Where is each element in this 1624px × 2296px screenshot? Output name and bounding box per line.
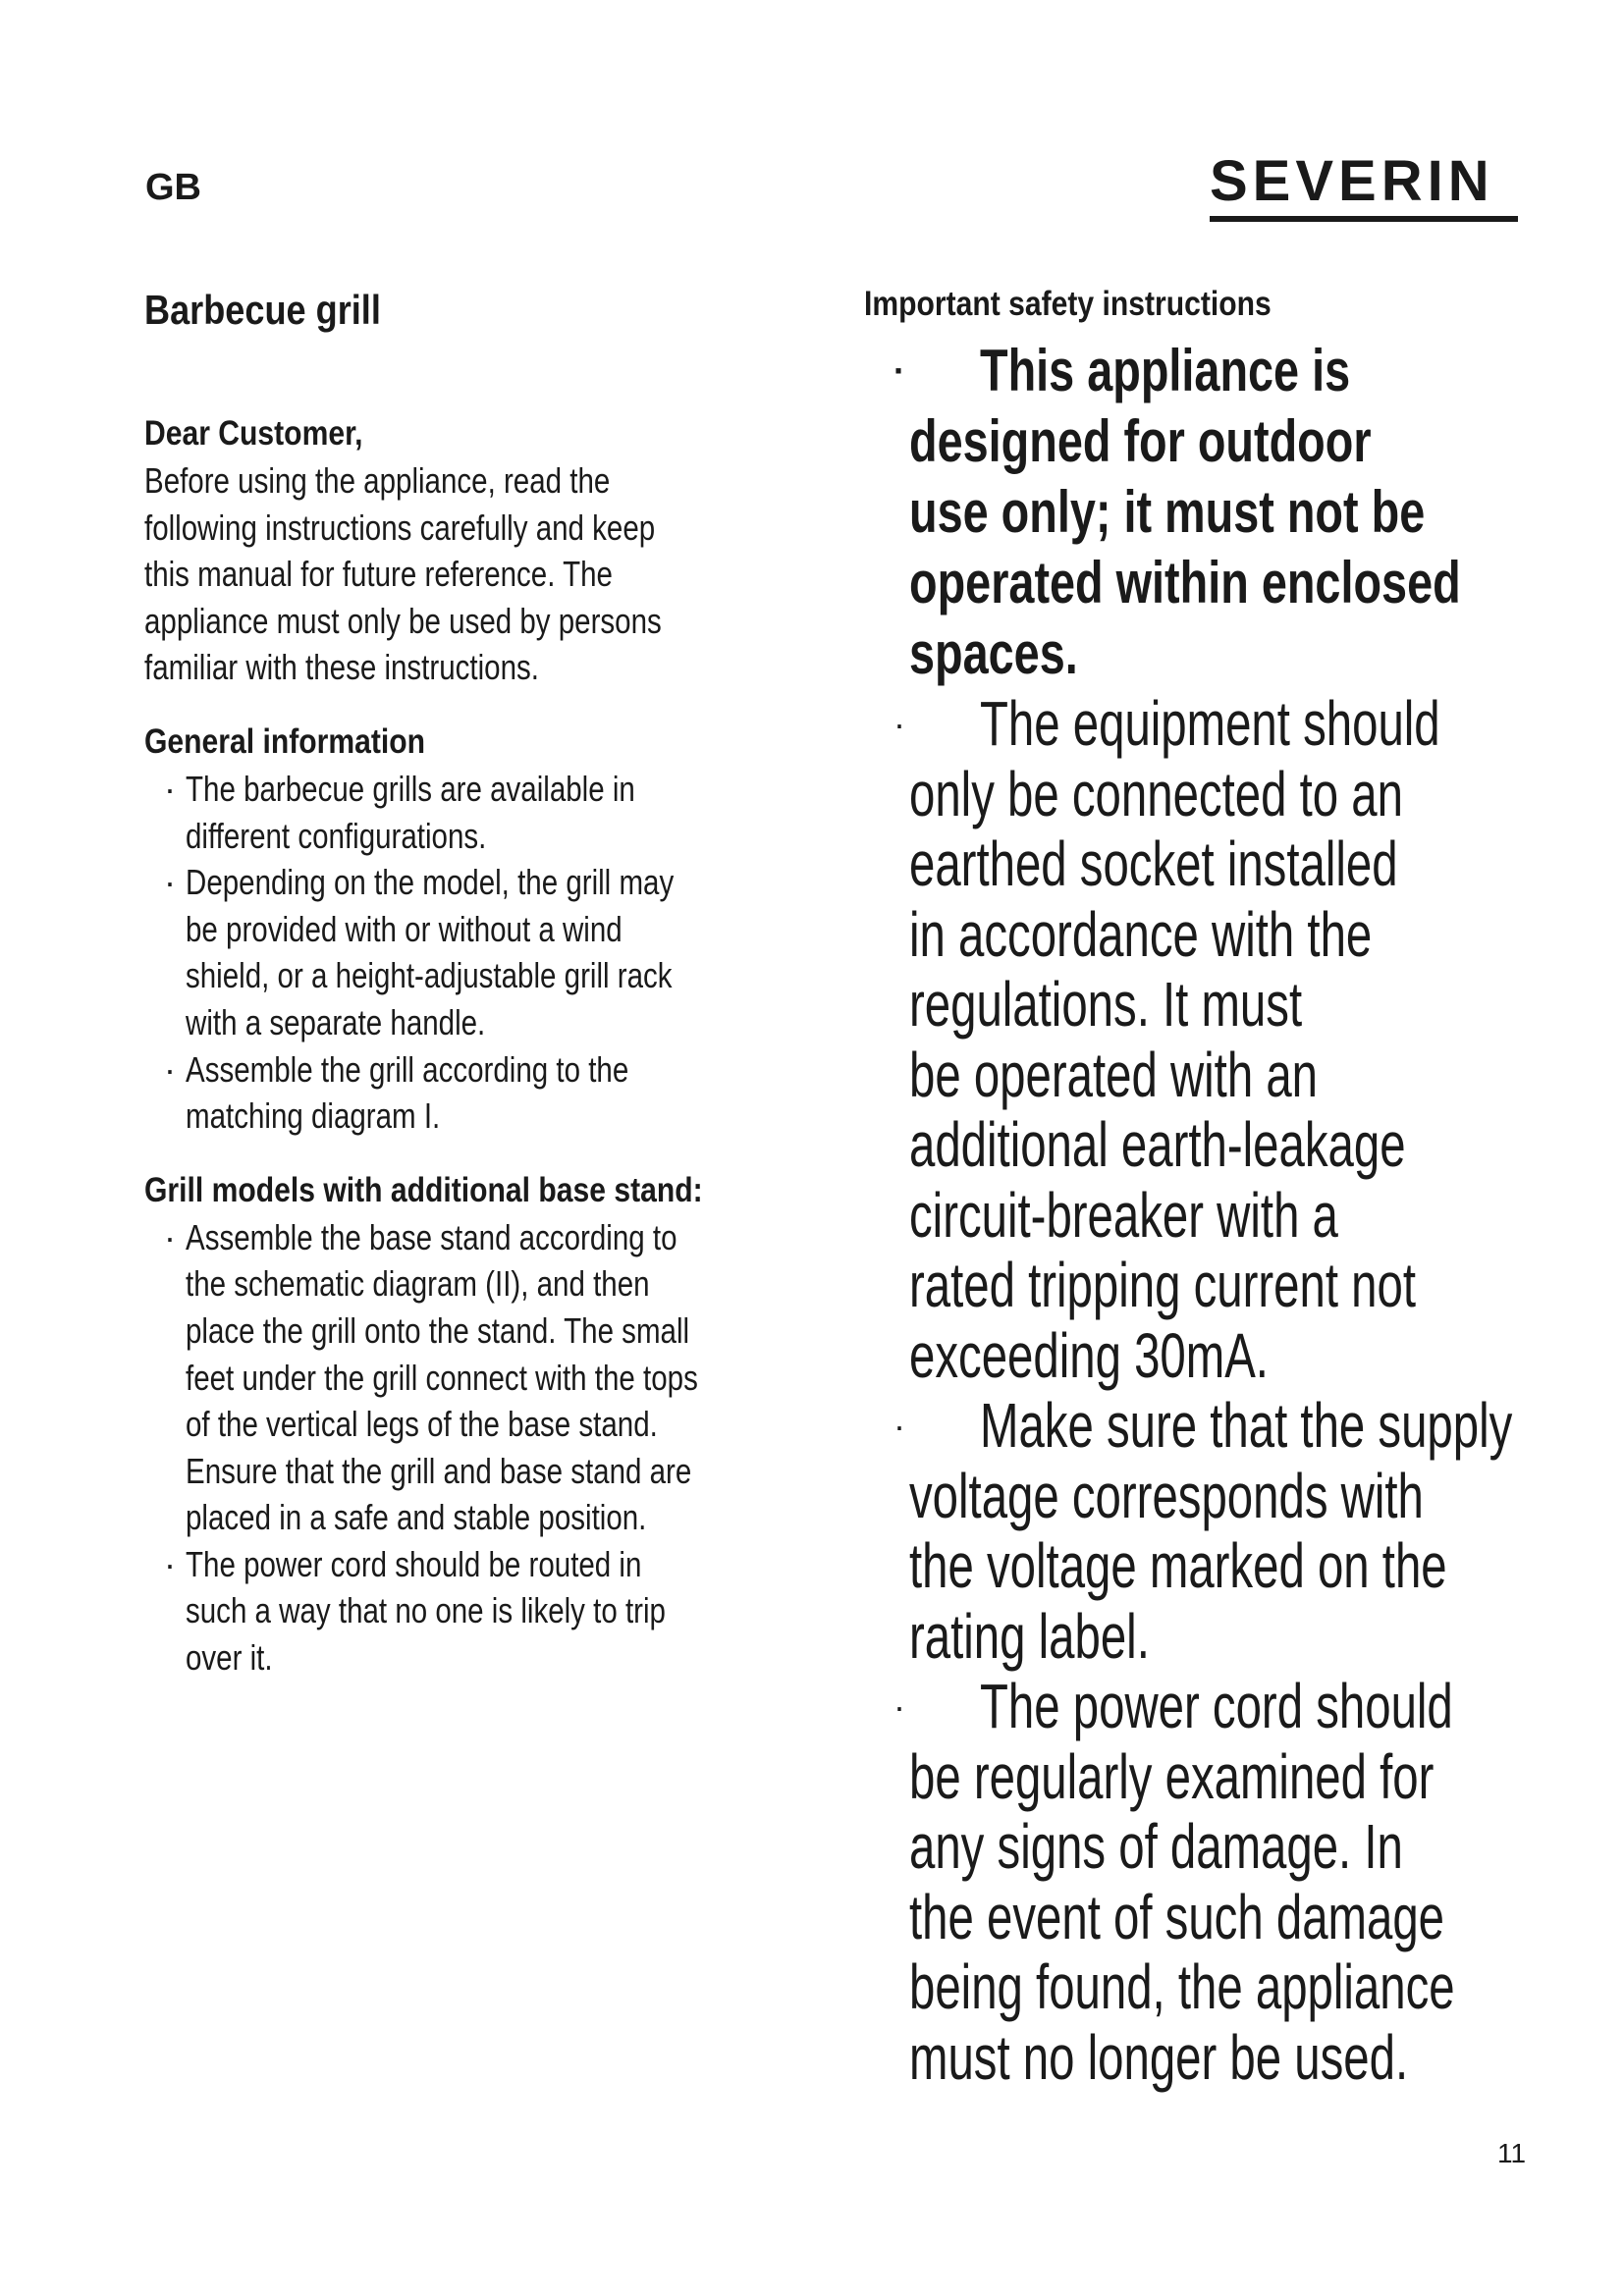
severin-logo xyxy=(1210,149,1530,222)
base-stand-heading: Grill models with additional base stand: xyxy=(144,1170,703,1209)
bullet-icon: · xyxy=(893,1406,905,1446)
list-item: · The power cord should be routed in such a way that no one is likely to trip over it. xyxy=(164,1543,666,1679)
brand-wordmark: SEVERIN xyxy=(1210,149,1494,213)
country-code: GB xyxy=(145,167,201,208)
bullet-icon: · xyxy=(893,350,905,391)
list-item: · Depending on the model, the grill may be provided with or without a wind shield, or a height-adjustable grill rack with a separate handle. xyxy=(164,862,675,1042)
list-item: · Assemble the base stand according to the schematic diagram (II), and then place the grill onto the stand. The small feet under the grill connect with the tops of the vertical legs of the base stand. Ensure that the grill and base stand are placed in a safe and stable position. xyxy=(164,1216,698,1538)
general-information-list xyxy=(144,766,822,1140)
base-stand-list xyxy=(144,1214,822,1682)
greeting: Dear Customer, xyxy=(144,414,363,453)
safety-heading: Important safety instructions xyxy=(864,285,1272,323)
left-column xyxy=(144,287,822,1682)
intro-paragraph: Before using the appliance, read the following instructions carefully and keep this manual for future reference. The appliance must only be used by persons familiar with these instructions. xyxy=(144,460,662,688)
bullet-icon: · xyxy=(893,704,905,744)
general-information-heading: General information xyxy=(144,721,426,761)
safety-item-supply-voltage: · Make sure that the supply voltage corresponds with the voltage marked on the rating label. xyxy=(893,1390,1513,1672)
safety-item-earthed-socket: · The equipment should only be connected to an earthed socket installed in accordance with the regulations. It must be operated with an additional earth-leakage circuit-breaker with a rated tripping current not exceeding 30mA. xyxy=(893,688,1440,1391)
safety-item-power-cord: · The power cord should be regularly examined for any signs of damage. In the event of such damage being found, the appliance must no longer be used. xyxy=(893,1671,1455,2093)
list-item: · The barbecue grills are available in different configurations. xyxy=(164,768,635,856)
right-column xyxy=(864,281,1581,2093)
page-number: 11 xyxy=(1497,2138,1527,2168)
safety-item-outdoor: · This appliance is designed for outdoor use only; it must not be operated within enclosed spaces. xyxy=(893,338,1461,686)
page-title: Barbecue grill xyxy=(144,287,381,333)
bullet-icon: · xyxy=(893,1686,905,1727)
list-item: · Assemble the grill according to the matching diagram I. xyxy=(164,1048,629,1137)
logo-underline xyxy=(1210,216,1518,222)
